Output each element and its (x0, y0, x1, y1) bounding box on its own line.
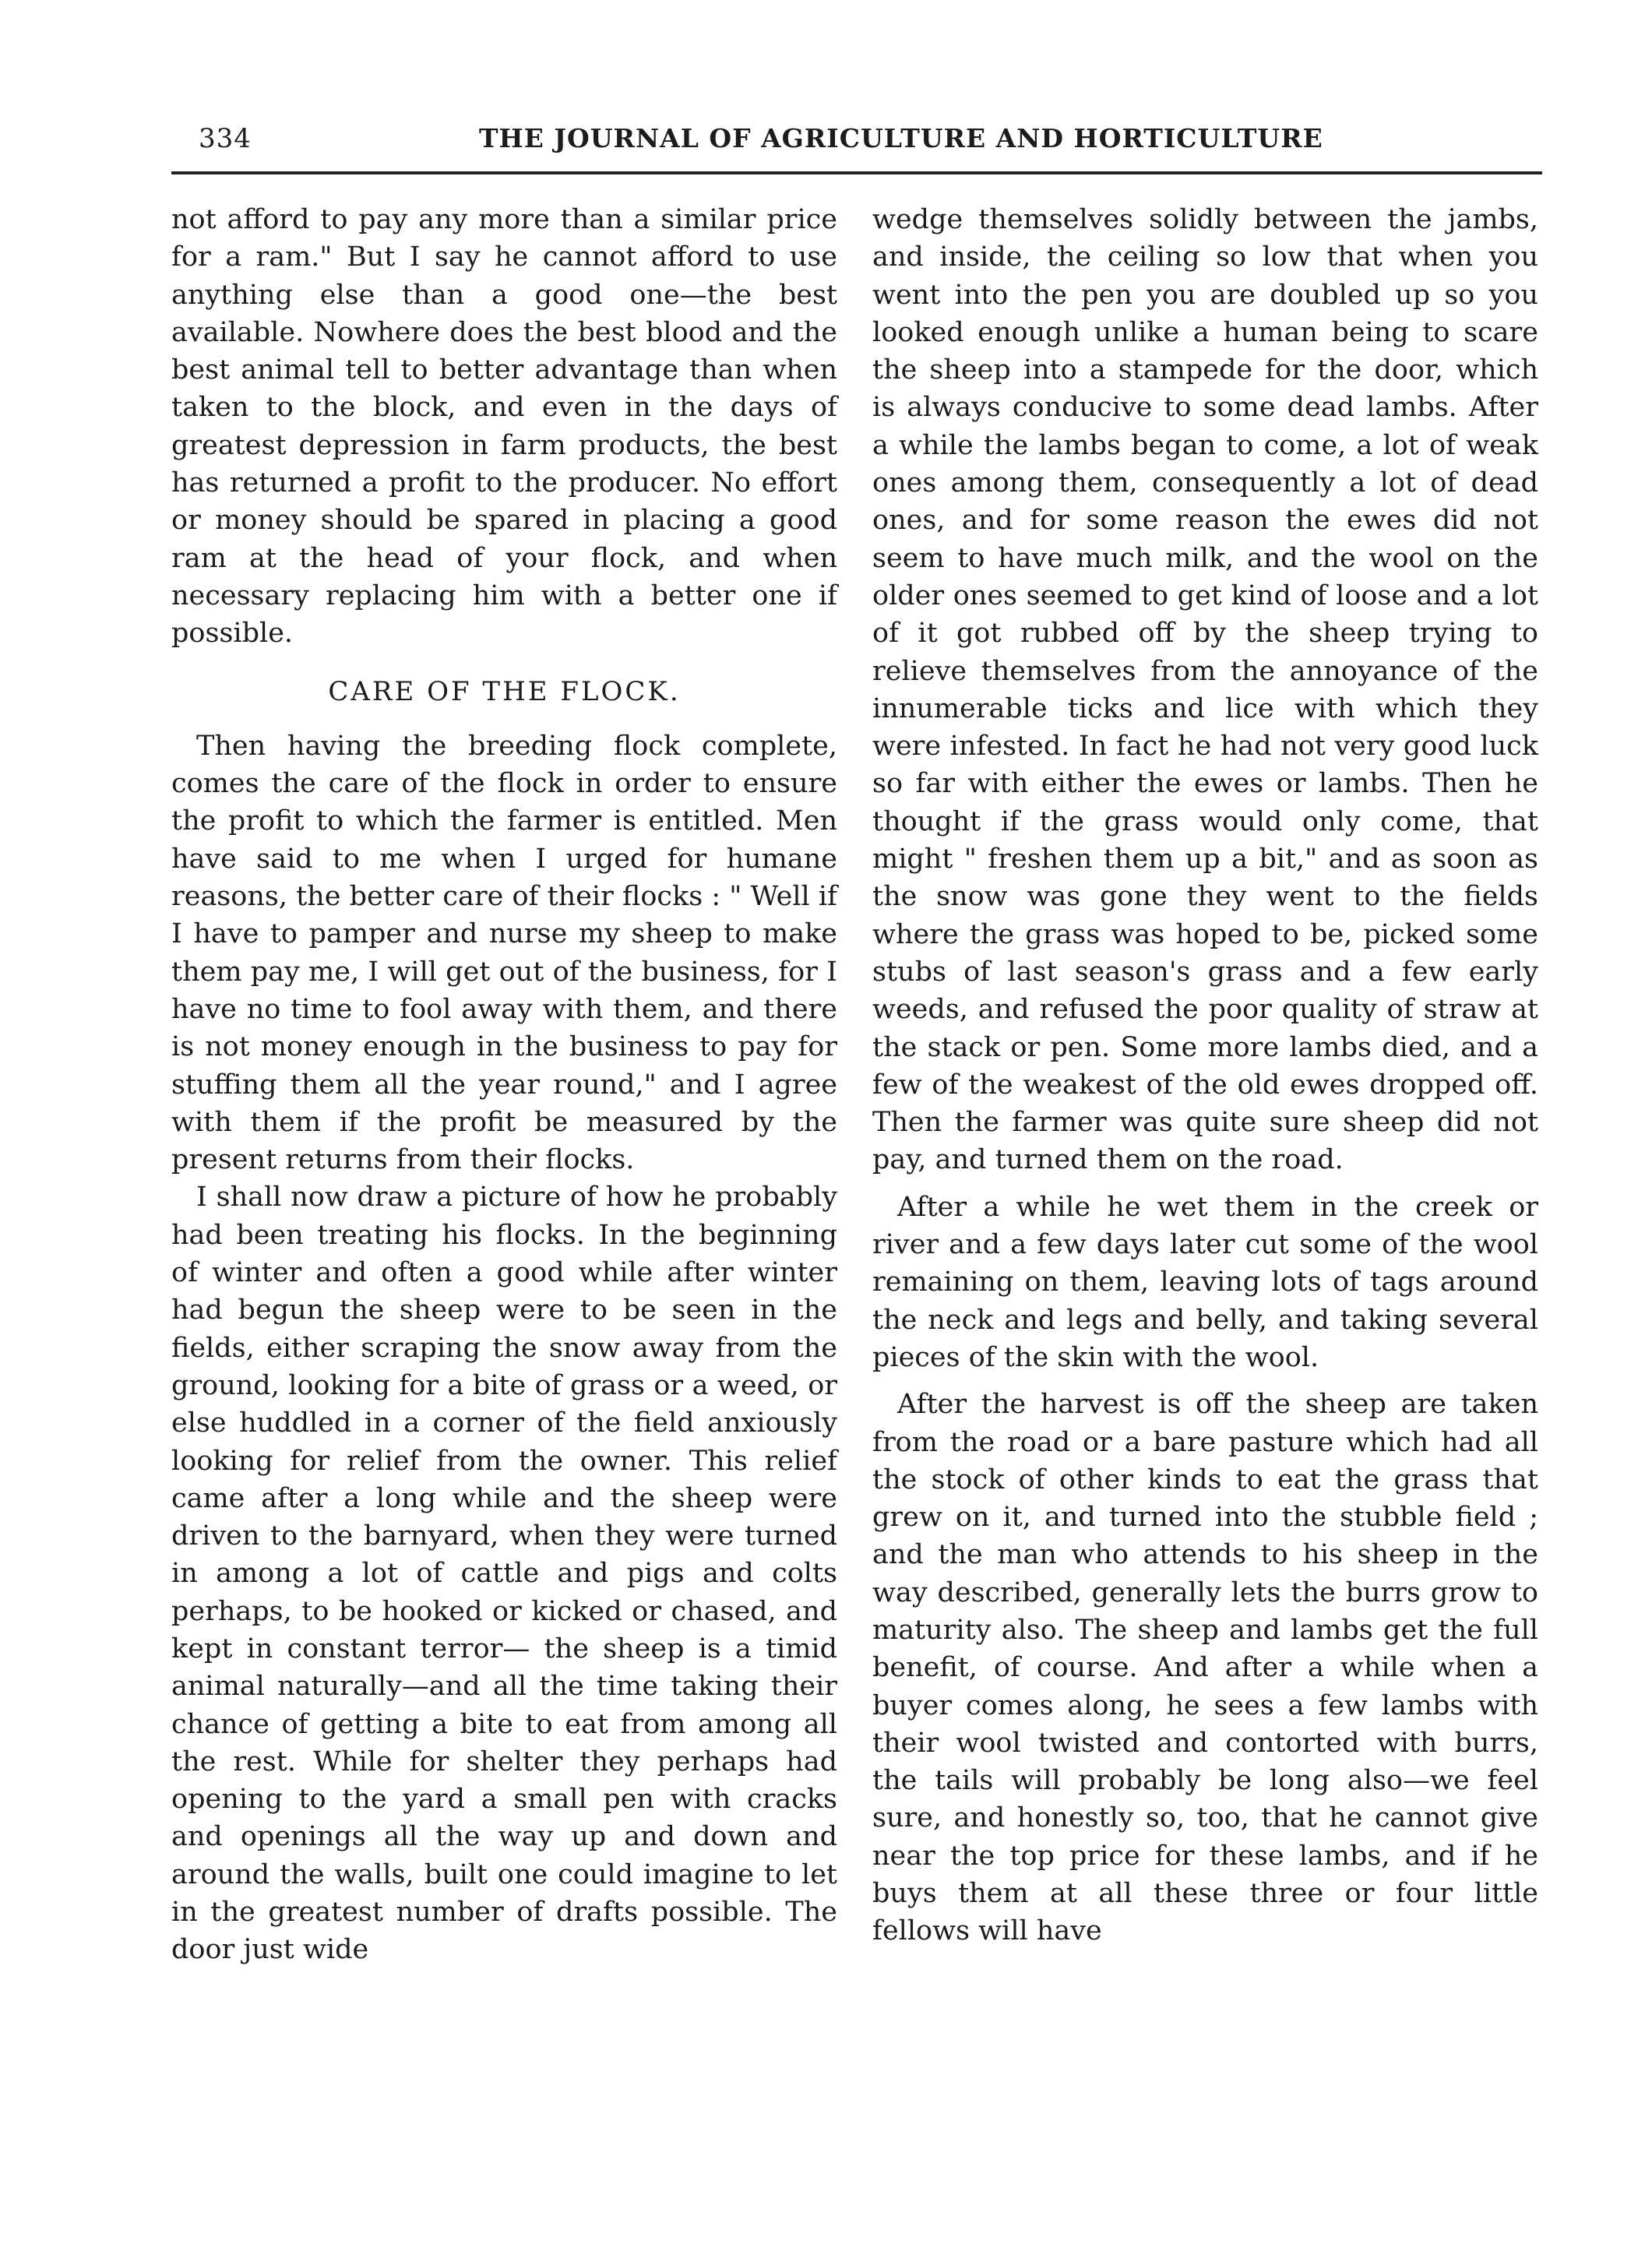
right-paragraph-3: After the harvest is off the sheep are taken from the road or a bare pasture which had all the stock of other kinds to eat the grass that grew on it, and turned into the stubble field ; and the man who attends to his sheep in the way described, generally lets the burrs grow to maturity also. The sheep and lambs get the full benefit, of course. And after a while when a buyer comes along, he sees a few lambs with their wool twisted and contorted with burrs, the tails will probably be long also—we feel sure, and honestly so, too, that he cannot give near the top price for these lambs, and if he buys them at all these three or four little fellows will have (872, 1389, 1538, 1947)
page-header (199, 123, 1538, 170)
right-paragraph-2: After a while he wet them in the creek or river and a few days later cut some of the wool remaining on them, leaving lots of tags around the neck and legs and belly, and taking several pieces of the skin with the wool. (872, 1191, 1538, 1373)
right-paragraph-1: wedge themselves solidly between the jambs, and inside, the ceiling so low that when you went into the pen you are doubled up so you looked enough unlike a human being to scare the sheep into a stampede for the door, which is always conducive to some dead lambs. After a while the lambs began to come, a lot of weak ones among them, consequently a lot of dead ones, and for some reason the ewes did not seem to have much milk, and the wool on the older ones seemed to get kind of loose and a lot of it got rubbed off by the sheep trying to relieve themselves from the annoyance of the innumerable ticks and lice with which they were infested. In fact he had not very good luck so far with either the ewes or lambs. Then he thought if the grass would only come, that might " freshen them up a bit," and as soon as the snow was gone they went to the fields where the grass was hoped to be, picked some stubs of last season's grass and a few early weeds, and refused the poor quality of straw at the stack or pen. Some more lambs died, and a few of the weakest of the old ewes dropped off. Then the farmer was quite sure sheep did not pay, and turned them on the road. (872, 204, 1538, 1176)
left-paragraph-2: Then having the breeding flock complete, comes the care of the flock in order to ensure the profit to which the farmer is entitled. Men have said to me when I urged for humane reasons, the better care of their flocks : " Well if I have to pamper and nurse my sheep to make them pay me, I will get out of the business, for I have no time to fool away with them, and there is not money enough in the business to pay for stuffing them all the year round," and I agree with them if the profit be measured by the present returns from their flocks. (171, 730, 837, 1176)
right-column (872, 201, 1538, 1950)
left-paragraph-3: I shall now draw a picture of how he probably had been treating his flocks. In the beginning of winter and often a good while after winter had begun the sheep were to be seen in the fields, either scraping the snow away from the ground, looking for a bite of grass or a weed, or else huddled in a corner of the field anxiously looking for relief from the owner. This relief came after a long while and the sheep were driven to the barnyard, when they were turned in among a lot of cattle and pigs and colts perhaps, to be hooked or kicked or chased, and kept in constant terror— the sheep is a timid animal naturally—and all the time taking their chance of getting a bite to eat from among all the rest. While for shelter they perhaps had opening to the yard a small pen with cracks and openings all the way up and down and around the walls, built one could imagine to let in the greatest number of drafts possible. The door just wide (171, 1182, 837, 1966)
header-rule (171, 171, 1542, 174)
page-number: 334 (199, 123, 252, 154)
section-heading: CARE OF THE FLOCK. (328, 675, 681, 707)
left-column (171, 201, 837, 1969)
running-title: THE JOURNAL OF AGRICULTURE AND HORTICULTURE (479, 123, 1323, 153)
left-paragraph-1: not afford to pay any more than a similar price for a ram." But I say he cannot afford to use anything else than a good one—the best available. Nowhere does the best blood and the best animal tell to better advantage than when taken to the block, and even in the days of greatest depression in farm products, the best has returned a profit to the producer. No effort or money should be spared in placing a good ram at the head of your flock, and when necessary replacing him with a better one if possible. (171, 204, 837, 650)
